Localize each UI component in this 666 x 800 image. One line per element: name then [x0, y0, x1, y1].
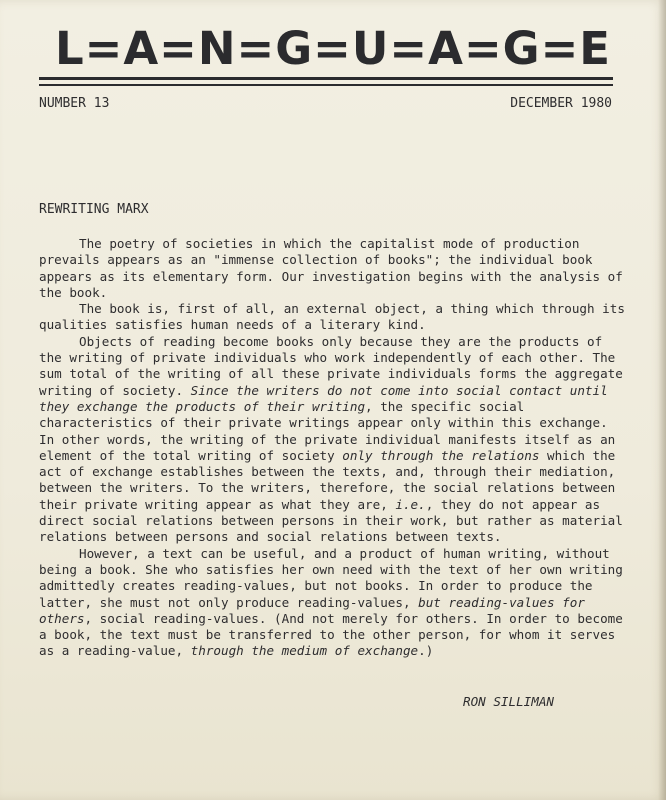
text-run: The book is, first of all, an external object, a thing which through its qualities satisfies human needs of a literary kind.	[39, 301, 625, 333]
masthead-title: L=A=N=G=U=A=G=E	[54, 22, 612, 75]
article-paragraph	[39, 236, 629, 301]
article-body	[39, 236, 629, 660]
text-run: .)	[418, 643, 434, 659]
author-signature: RON SILLIMAN	[463, 694, 554, 709]
issue-date: DECEMBER 1980	[510, 96, 612, 111]
article-paragraph	[39, 334, 629, 546]
text-run: , the specific social characteristics of their private writings appear only within this exchange. In other words, the writing of the private individual manifests itself as an element of the total writing of society	[39, 398, 616, 463]
italic-run: through the medium of exchange	[190, 643, 419, 659]
text-run: which the act of exchange establishes between the texts, and, through their mediation, between the writers. To the writers, therefore, the social relations between their private writing appear as what they are,	[39, 447, 616, 512]
text-run: , social reading-values. (And not merely for others. In order to become a book, the text must be transferred to the other person, for whom it serves as a reading-value,	[39, 610, 623, 659]
italic-run: Since the writers do not come into social contact until they exchange the products of their writing	[39, 382, 608, 414]
masthead-rule-top	[39, 77, 613, 80]
text-run: However, a text can be useful, and a product of human writing, without being a book. She who satisfies her own need with the text of her own writing admittedly creates reading-values, but not books. In order to produce the latter, she must not only produce reading-values,	[39, 545, 623, 610]
masthead-rule-bottom	[39, 84, 613, 86]
italic-run: i.e.	[395, 496, 426, 512]
italic-run: but reading-values for others	[39, 594, 585, 626]
text-run: Objects of reading become books only because they are the products of the writing of private individuals who work independently of each other. The sum total of the writing of all these private individuals forms the aggregate writing of society.	[39, 333, 623, 398]
issue-number: NUMBER 13	[39, 96, 110, 111]
italic-run: only through the relations	[342, 447, 540, 463]
text-run: , they do not appear as direct social relations between persons in their work, but rather as material relations between persons and social relations between texts.	[39, 496, 623, 545]
article-paragraph	[39, 301, 629, 334]
article-paragraph	[39, 546, 629, 660]
article-title: REWRITING MARX	[39, 202, 149, 217]
text-run: The poetry of societies in which the capitalist mode of production prevails appears as an "immense collection of books"; the individual book appears as its elementary form. Our investigation begins with the analysis of the book.	[39, 236, 623, 300]
page-edge-shadow	[658, 0, 666, 800]
